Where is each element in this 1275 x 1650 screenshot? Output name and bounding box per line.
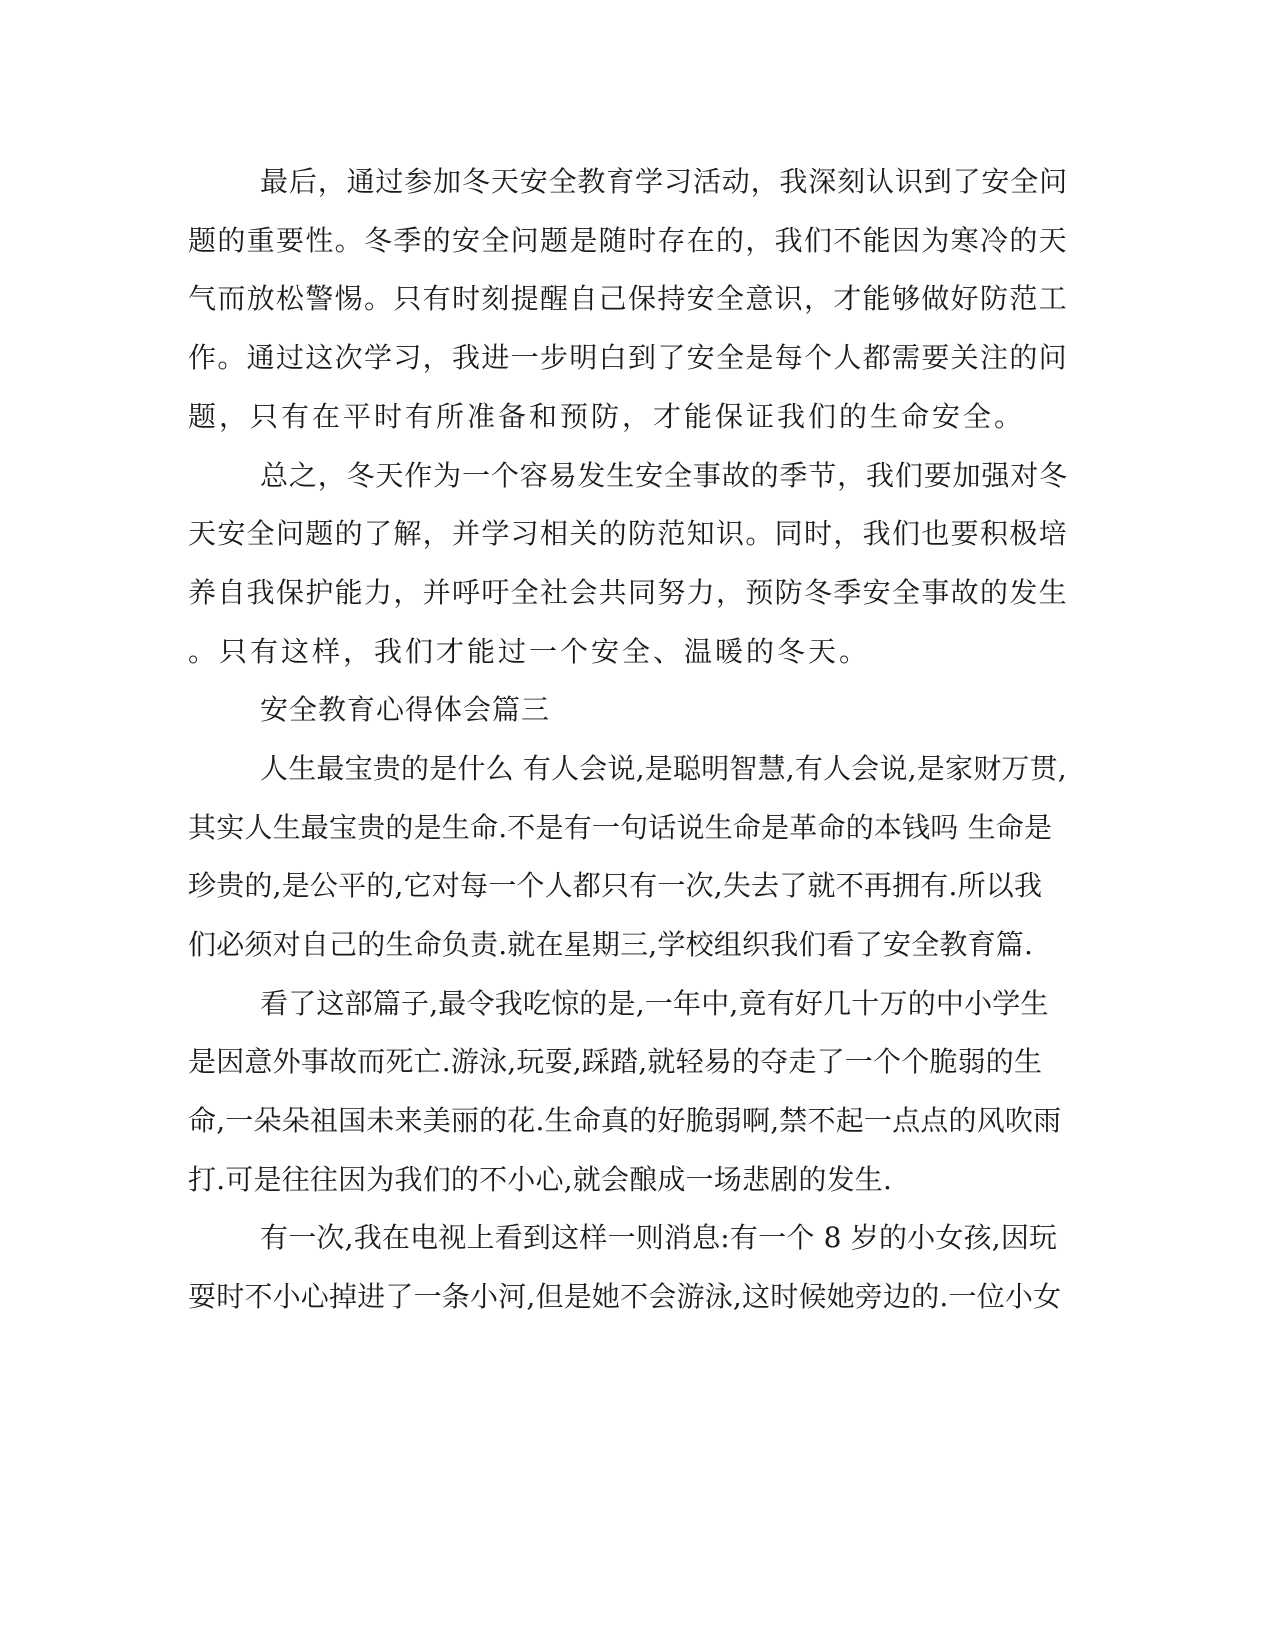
paragraph-5-line-1: 有一次,我在电视上看到这样一则消息:有一个 8 岁的小女孩,因玩 [260, 1221, 1058, 1254]
paragraph-4-line-2: 是因意外事故而死亡.游泳,玩耍,踩踏,就轻易的夺走了一个个脆弱的生 [188, 1045, 1043, 1078]
paragraph-4-line-3: 命,一朵朵祖国未来美丽的花.生命真的好脆弱啊,禁不起一点点的风吹雨 [188, 1104, 1062, 1137]
paragraph-4-line-1: 看了这部篇子,最令我吃惊的是,一年中,竟有好几十万的中小学生 [260, 987, 1049, 1020]
paragraph-3-line-1: 人生最宝贵的是什么 有人会说,是聪明智慧,有人会说,是家财万贯, [260, 752, 1067, 785]
paragraph-2-line-3: 养自我保护能力，并呼吁全社会共同努力，预防冬季安全事故的发生 [188, 576, 1069, 609]
paragraph-1-line-3: 气而放松警惕。只有时刻提醒自己保持安全意识，才能够做好防范工 [188, 282, 1069, 315]
paragraph-5-line-2: 耍时不小心掉进了一条小河,但是她不会游泳,这时候她旁边的.一位小女 [188, 1280, 1062, 1313]
paragraph-2-line-2: 天安全问题的了解，并学习相关的防范知识。同时，我们也要积极培 [188, 517, 1069, 550]
section-heading: 安全教育心得体会篇三 [260, 693, 551, 726]
paragraph-1-line-2: 题的重要性。冬季的安全问题是随时存在的，我们不能因为寒冷的天 [188, 224, 1069, 257]
paragraph-2-line-4: 。只有这样，我们才能过一个安全、温暖的冬天。 [188, 635, 871, 668]
paragraph-3-line-3: 珍贵的,是公平的,它对每一个人都只有一次,失去了就不再拥有.所以我 [188, 869, 1043, 902]
paragraph-4-line-4: 打.可是往往因为我们的不小心,就会酿成一场悲剧的发生. [188, 1163, 893, 1196]
paragraph-3-line-4: 们必须对自己的生命负责.就在星期三,学校组织我们看了安全教育篇. [188, 928, 1034, 961]
paragraph-2-line-1: 总之，冬天作为一个容易发生安全事故的季节，我们要加强对冬 [260, 459, 1069, 492]
paragraph-1-line-1: 最后，通过参加冬天安全教育学习活动，我深刻认识到了安全问 [260, 165, 1069, 198]
paragraph-3-line-2: 其实人生最宝贵的是生命.不是有一句话说生命是革命的本钱吗 生命是 [188, 811, 1053, 844]
paragraph-1-line-4: 作。通过这次学习，我进一步明白到了安全是每个人都需要关注的问 [188, 341, 1069, 374]
paragraph-1-line-5: 题，只有在平时有所准备和预防，才能保证我们的生命安全。 [188, 400, 1026, 433]
